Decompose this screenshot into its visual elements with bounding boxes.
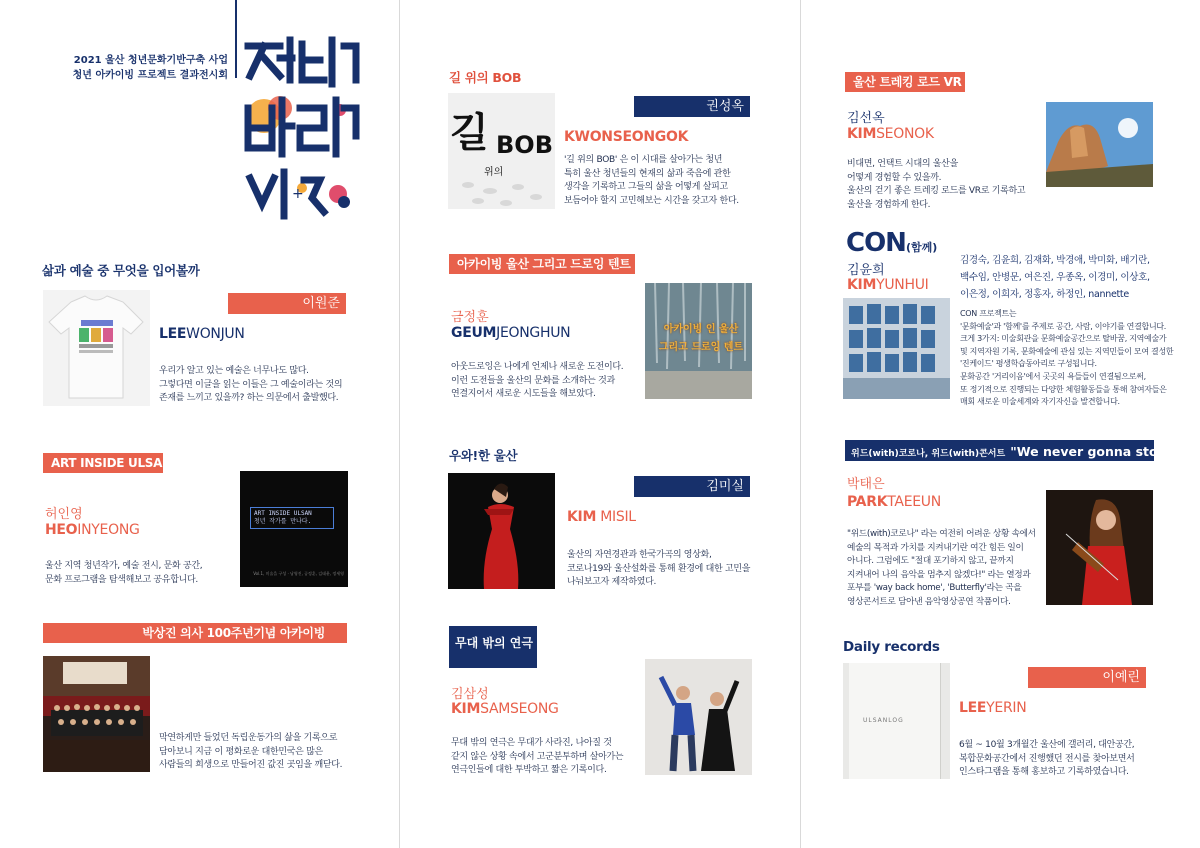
section-title-tag: 박상진 의사 100주년기념 아카이빙 <box>43 623 347 643</box>
section-description: '길 위의 BOB' 은 이 시대를 살아가는 청년 특히 울산 청년들의 현재의 삶과 죽음에 관한 생각을 기록하고 그들의 삶을 어떻게 살피고 보듬어야 할지 고민해보는 시간을 갖고자 한다. <box>564 155 739 206</box>
bob-poster-image: 길 BOB 위의 <box>448 93 555 209</box>
event-logo <box>240 36 360 228</box>
section-description: 무대 밖의 연극은 무대가 사라진, 나아질 것 같지 않은 상황 속에서 고군분투하며 살아가는 연극인들에 대한 투박하고 짧은 기록이다. <box>451 738 624 775</box>
section-description: 6월 ~ 10월 3개월간 울산에 갤러리, 대안공간, 복합문화공간에서 진행했던 전시를 찾아보면서 인스타그램을 통해 홍보하고 기록하였습니다. <box>959 740 1135 777</box>
artist-name-kr: 권성옥 <box>634 96 750 117</box>
artist-name-kr: 이원준 <box>228 293 346 314</box>
section-description: CON 프로젝트는 '문화예술'과 '함께'를 주제로 공간, 사람, 이야기를 연결합니다. 크게 3가지: 미술회관을 문화예술공간으로 탈바꿈, 지역예술가 및 지역자원 기록, 문화예술에 관심 있는 지역민들이 모여 결성한 '진케이드' 평생학습동아리로 구성됩니다. 문화공간 '거리이음'에서 곳곳의 욕들들이 연결됨으로써, 또 정기적으로 진행되는 다양한 체험활동들을 통해 참여자들은 매회 새로운 미술세계와 자기자신을 발견합니다. <box>960 309 1174 407</box>
artist-name-en: LEEYERIN <box>959 700 1027 716</box>
artist-name-en: KIMSEONOK <box>847 126 934 142</box>
theater-photo <box>645 659 752 775</box>
singer-photo <box>448 473 555 589</box>
art-inside-ulsan-image: ART INSIDE ULSAN 청년 작가를 만나다. Vol.1, 미술을 구성 · 남영진, 공정훈, 김태윤, 정세영 <box>240 471 348 587</box>
section-title: CON(함께) <box>846 228 938 258</box>
section-title-tag: 위드(with)코로나, 위드(with)콘서트 "We never gonna stop!" <box>845 440 1154 461</box>
trekking-rock-photo <box>1046 102 1153 187</box>
section-title-tag: 무대 밖의 연극 <box>449 626 537 668</box>
ceremony-photo <box>43 656 150 772</box>
section-description: 울산의 자연경관과 한국가곡의 영상화, 코로나19와 울산설화를 통해 환경에 대한 고민을 나눠보고자 제작하였다. <box>567 550 751 587</box>
ulsanlog-book-photo: ULSANLOG <box>843 663 950 779</box>
drawing-tent-image: 아카이빙 인 울산 그리고 드로잉 텐트 <box>645 283 752 399</box>
section-description: "위드(with)코로나" 라는 여전히 어려운 상황 속에서 예술의 목적과 가치를 지켜내기란 여간 힘든 일이 아니다. 그럼에도 "절대 포기하지 않고, 끝까지 지켜내어 나의 음악을 멈추지 않겠다!" 라는 열정과 포부를 'way back home', 'Butterfly'라는 곡을 영상콘서트로 담아낸 음악영상공연 작품이다. <box>847 529 1036 607</box>
section-description: 막연하게만 들었던 독립운동가의 삶을 기록으로 담아보니 지금 이 평화로운 대한민국은 많은 사람들의 희생으로 만들어진 값진 곳임을 깨닫다. <box>159 733 343 770</box>
header-line-2: 청년 아카이빙 프로젝트 결과전시회 <box>72 70 228 81</box>
member-list: 김경숙, 김윤희, 김재화, 박경애, 박미화, 배기란, 백수임, 안병문, 여은진, 우종옥, 이경미, 이상호, 이은정, 이희자, 정홍자, 하정인, nannette <box>960 255 1150 300</box>
tshirt-image <box>43 290 150 406</box>
section-description: 울산 지역 청년작가, 예술 전시, 문화 공간, 문화 프로그램을 탐색해보고 공유합니다. <box>45 561 203 585</box>
artist-name-kr: 김선옥 <box>847 111 885 126</box>
section-description: 우리가 알고 있는 예술은 너무나도 많다. 그렇다면 이글을 읽는 이들은 그 예술이라는 것의 존재를 느끼고 있을까? 하는 의문에서 출발했다. <box>159 366 343 403</box>
section-title-tag: ART INSIDE ULSAN <box>43 453 163 473</box>
header-vertical-rule <box>235 0 237 78</box>
violinist-photo <box>1046 490 1153 605</box>
artist-name-kr: 허인영 <box>45 507 83 522</box>
artist-name-kr: 김삼성 <box>451 687 489 702</box>
column-divider <box>399 0 400 848</box>
artist-name-kr: 김윤희 <box>847 263 885 278</box>
section-title: Daily records <box>843 639 940 655</box>
artist-name-kr: 이예린 <box>1028 667 1146 688</box>
artist-name-en: KWONSEONGOK <box>564 129 689 145</box>
section-title: 우와!한 울산 <box>449 448 518 463</box>
section-title-tag: 울산 트레킹 로드 VR <box>845 72 965 92</box>
artist-name-kr: 금정훈 <box>451 310 489 325</box>
artist-name-en: KIMSAMSEONG <box>451 701 559 717</box>
blue-prints-photo <box>843 298 950 399</box>
artist-name-kr: 김미실 <box>634 476 750 497</box>
artist-name-kr: 박태은 <box>847 477 885 492</box>
artist-name-en: LEEWONJUN <box>159 326 245 342</box>
header-line-1: 2021 울산 청년문화기반구축 사업 <box>73 55 228 66</box>
section-title: 길 위의 BOB <box>449 70 522 85</box>
artist-name-en: HEOINYEONG <box>45 522 140 538</box>
section-description: 아웃드로잉은 나에게 언제나 새로운 도전이다. 이런 도전들을 울산의 문화를 소개하는 것과 연결지어서 새로운 시도들을 해보았다. <box>451 362 624 399</box>
artist-name-en: GEUMJEONGHUN <box>451 325 571 341</box>
svg-text:+: + <box>292 186 304 202</box>
artist-name-en: KIM MISIL <box>567 509 636 525</box>
column-divider <box>800 0 801 848</box>
section-description: 비대면, 언택트 시대의 울산을 어떻게 경험할 수 있을까. 울산의 걷기 좋은 트레킹 로드를 VR로 기록하고 울산을 경험하게 한다. <box>847 159 1026 210</box>
section-title: 삶과 예술 중 무엇을 입어볼까 <box>42 263 200 278</box>
artist-name-en: KIMYUNHUI <box>847 277 929 293</box>
section-title-tag: 아카이빙 울산 그리고 드로잉 텐트 <box>449 254 635 274</box>
artist-name-en: PARKTAEEUN <box>847 494 941 510</box>
